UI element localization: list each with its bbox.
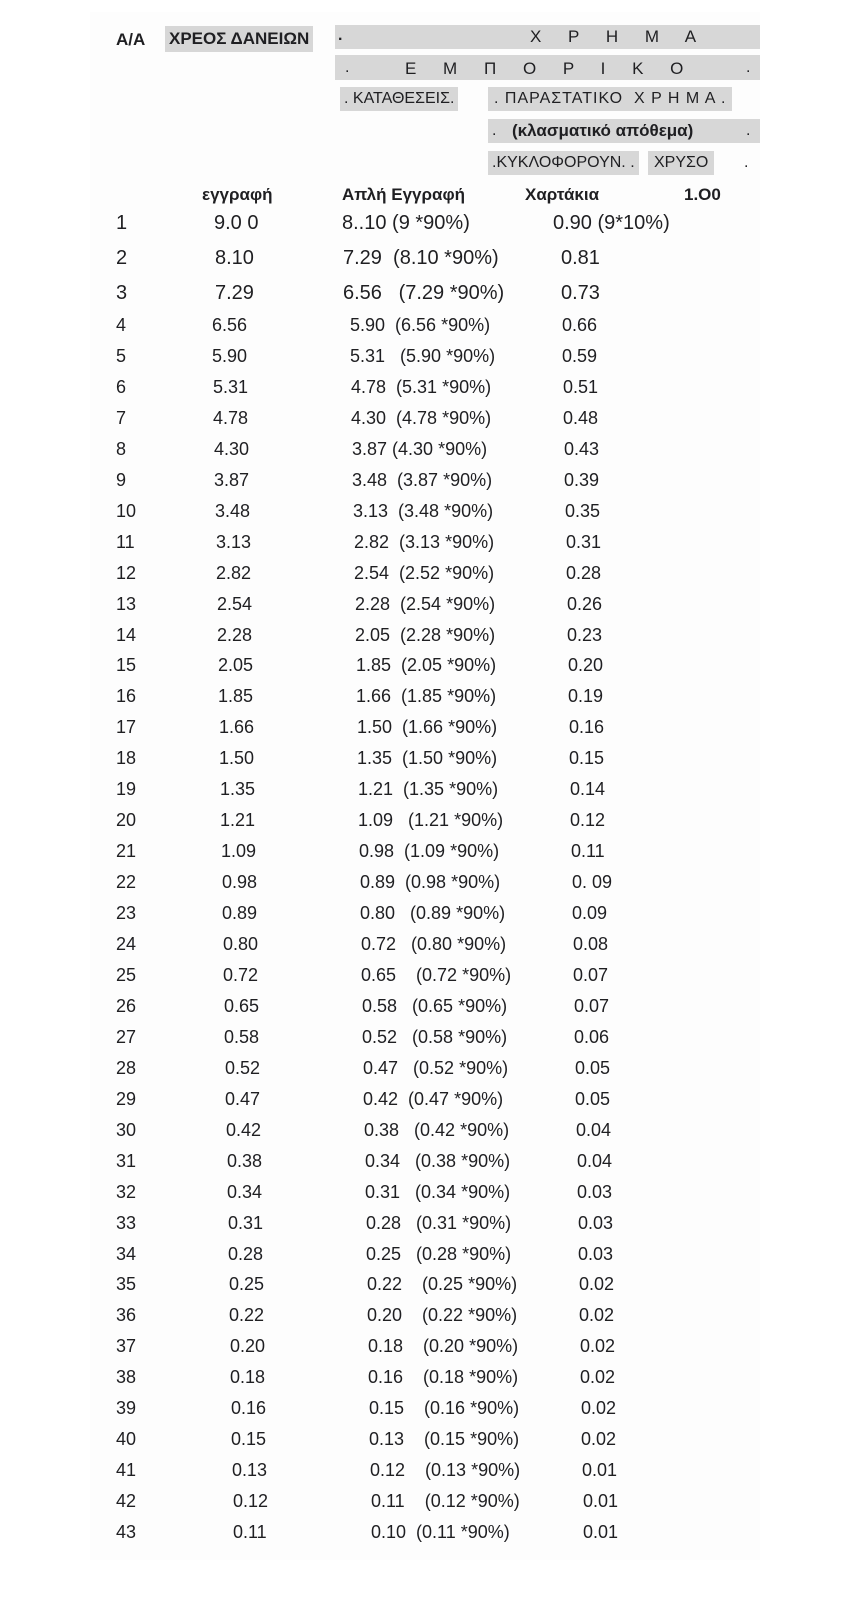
simple-entry-value: 3.87 (4.30 *90%): [352, 438, 488, 459]
papers-value: 0.02: [580, 1367, 616, 1388]
entry-value: 5.31: [213, 376, 249, 397]
table-row: [0, 532, 855, 563]
simple-entry-value: 0.11 (0.12 *90%): [371, 1491, 520, 1512]
entry-value: 0.47: [225, 1088, 261, 1109]
simple-entry-value: 1.50 (1.66 *90%): [357, 717, 498, 738]
row-number: 26: [116, 995, 137, 1016]
row-number: 12: [116, 562, 137, 583]
entry-value: 0.22: [229, 1305, 265, 1326]
papers-value: 0.02: [580, 1336, 616, 1357]
table-row: [0, 717, 855, 748]
entry-value: 0.16: [231, 1398, 267, 1419]
entry-value: 1.21: [220, 810, 256, 831]
entry-value: 2.54: [217, 593, 253, 614]
entry-value: 3.48: [215, 500, 251, 521]
table-row: [0, 625, 855, 656]
row-number: 30: [116, 1119, 137, 1140]
row-number: 6: [116, 376, 127, 397]
entry-value: 0.80: [223, 934, 259, 954]
simple-entry-column-header: Απλή Εγγραφή: [342, 185, 465, 204]
entry-value: 1.50: [219, 748, 255, 769]
table-row: [0, 655, 855, 686]
table-row: [0, 841, 855, 872]
table-row: [0, 563, 855, 594]
entry-value: 1.85: [218, 686, 254, 707]
papers-value: 0.59: [562, 345, 598, 366]
table-row: [0, 1027, 855, 1058]
papers-value: 0.05: [575, 1088, 611, 1109]
table-row: [0, 1151, 855, 1182]
papers-value: 0.23: [567, 624, 603, 645]
papers-value: 0.48: [563, 407, 599, 428]
table-row: [0, 686, 855, 717]
simple-entry-value: 0.31 (0.34 *90%): [365, 1181, 511, 1202]
table-row: [0, 1120, 855, 1151]
papers-value: 0.05: [575, 1057, 611, 1078]
table-row: [0, 1336, 855, 1367]
table-row: [0, 934, 855, 965]
table-row: [0, 1367, 855, 1398]
simple-entry-value: 0.65 (0.72 *90%): [361, 964, 512, 985]
row-number: 20: [116, 810, 137, 831]
table-row: [0, 779, 855, 810]
table-row: [0, 439, 855, 470]
entry-column-header: εγγραφή: [202, 185, 273, 204]
papers-value: 0.07: [574, 995, 610, 1016]
row-number: 4: [116, 315, 127, 335]
papers-value: 0.08: [573, 934, 609, 954]
fractional-right-dot: .: [746, 122, 751, 139]
table-row: [0, 470, 855, 501]
entry-value: 2.28: [217, 624, 253, 645]
row-number: 1: [116, 212, 128, 234]
simple-entry-value: 0.80 (0.89 *90%): [360, 903, 506, 924]
row-number: 8: [116, 438, 127, 459]
row-number: 43: [116, 1522, 137, 1543]
papers-value: 0.03: [578, 1243, 614, 1264]
row-number: 21: [116, 841, 137, 862]
row-number: 38: [116, 1367, 137, 1388]
row-number: 16: [116, 686, 137, 707]
simple-entry-value: 0.13 (0.15 *90%): [369, 1429, 520, 1450]
simple-entry-value: 1.21 (1.35 *90%): [358, 779, 499, 800]
table-row: [0, 346, 855, 377]
table-row: [0, 282, 855, 313]
simple-entry-value: 0.25 (0.28 *90%): [366, 1243, 512, 1264]
entry-value: 3.13: [216, 531, 252, 552]
papers-value: 0.11: [571, 841, 605, 862]
papers-value: 0.04: [577, 1150, 613, 1171]
row-number: 2: [116, 247, 128, 269]
simple-entry-value: 0.10 (0.11 *90%): [371, 1522, 510, 1543]
entry-value: 1.35: [220, 779, 256, 800]
commercial-left-dot: .: [345, 59, 350, 76]
papers-value: 0.43: [564, 438, 600, 459]
row-number: 10: [116, 500, 137, 521]
simple-entry-value: 0.52 (0.58 *90%): [362, 1026, 508, 1047]
table-row: [0, 965, 855, 996]
entry-value: 0.34: [227, 1181, 263, 1202]
table-row: [0, 1491, 855, 1522]
row-number: 13: [116, 593, 137, 614]
row-number: 35: [116, 1274, 137, 1295]
papers-value: 0.28: [566, 562, 602, 583]
simple-entry-value: 1.09 (1.21 *90%): [358, 810, 504, 831]
row-number: 18: [116, 748, 137, 769]
simple-entry-value: 0.58 (0.65 *90%): [362, 995, 508, 1016]
entry-value: 0.72: [223, 964, 259, 985]
papers-value: 0.06: [574, 1026, 610, 1047]
table-row: [0, 1460, 855, 1491]
papers-value: 0.04: [576, 1119, 612, 1140]
table-row: [0, 872, 855, 903]
commercial-heading: Ε Μ Π Ο Ρ Ι Κ Ο: [405, 59, 695, 78]
entry-value: 0.38: [227, 1150, 263, 1171]
commercial-right-dot: .: [746, 59, 751, 76]
derivative-heading: . ΠΑΡΑΣΤΑΤΙΚΟ Χ Ρ Η Μ Α .: [488, 87, 732, 111]
row-number: 32: [116, 1181, 137, 1202]
row-number: 17: [116, 717, 137, 738]
deposits-heading: . ΚΑΤΑΘΕΣΕΙΣ.: [340, 87, 458, 111]
money-dot: .: [338, 27, 343, 44]
entry-value: 2.05: [218, 655, 254, 676]
simple-entry-value: 0.22 (0.25 *90%): [367, 1274, 518, 1295]
papers-value: 0.09: [572, 903, 608, 924]
entry-value: 0.25: [229, 1274, 265, 1295]
row-number: 11: [116, 531, 135, 552]
table-row: [0, 1213, 855, 1244]
circulating-heading: .ΚΥΚΛΟΦΟΡΟΥΝ. .: [488, 151, 639, 175]
simple-entry-value: 0.38 (0.42 *90%): [364, 1119, 510, 1140]
fractional-heading: (κλασματικό απόθεμα): [512, 121, 694, 140]
row-number: 23: [116, 903, 137, 924]
simple-entry-value: 0.34 (0.38 *90%): [365, 1150, 511, 1171]
simple-entry-value: 4.30 (4.78 *90%): [351, 407, 492, 428]
row-number: 27: [116, 1026, 137, 1047]
papers-value: 0.66: [562, 315, 598, 335]
simple-entry-value: 0.18 (0.20 *90%): [368, 1336, 519, 1357]
row-number: 3: [116, 282, 128, 304]
simple-entry-value: 0.47 (0.52 *90%): [363, 1057, 509, 1078]
papers-column-header: Χαρτάκια: [525, 185, 600, 204]
row-number: 5: [116, 345, 127, 366]
entry-value: 7.29: [215, 282, 254, 304]
papers-value: 0.31: [566, 531, 602, 552]
table-row: [0, 1089, 855, 1120]
entry-value: 3.87: [214, 469, 250, 490]
gold-value: 1.Ο0: [684, 185, 721, 204]
papers-value: 0.07: [573, 964, 609, 985]
table-row: [0, 212, 855, 243]
simple-entry-value: 1.35 (1.50 *90%): [357, 748, 498, 769]
row-number: 22: [116, 872, 137, 893]
simple-entry-value: 2.54 (2.52 *90%): [354, 562, 495, 583]
simple-entry-value: 1.66 (1.85 *90%): [356, 686, 497, 707]
papers-value: 0.19: [568, 686, 604, 707]
table-row: [0, 748, 855, 779]
table-row: [0, 1244, 855, 1275]
papers-value: 0.01: [582, 1460, 618, 1481]
row-number: 9: [116, 469, 127, 490]
papers-value: 0.39: [564, 469, 600, 490]
papers-value: 0.26: [567, 593, 603, 614]
simple-entry-value: 2.28 (2.54 *90%): [355, 593, 496, 614]
papers-value: 0.02: [581, 1429, 617, 1450]
papers-value: 0.03: [578, 1212, 614, 1233]
entry-value: 5.90: [212, 345, 248, 366]
row-number: 31: [116, 1150, 137, 1171]
simple-entry-value: 2.05 (2.28 *90%): [355, 624, 496, 645]
papers-value: 0.15: [569, 748, 605, 769]
entry-value: 4.78: [213, 407, 249, 428]
entry-value: 0.15: [231, 1429, 267, 1450]
papers-value: 0.90 (9*10%): [553, 212, 670, 234]
entry-value: 0.98: [222, 872, 258, 893]
simple-entry-value: 3.13 (3.48 *90%): [353, 500, 494, 521]
entry-value: 0.18: [230, 1367, 266, 1388]
entry-value: 0.42: [226, 1119, 262, 1140]
simple-entry-value: 2.82 (3.13 *90%): [354, 531, 495, 552]
row-number: 28: [116, 1057, 137, 1078]
papers-value: 0.51: [563, 376, 599, 397]
row-number: 25: [116, 964, 137, 985]
simple-entry-value: 0.15 (0.16 *90%): [369, 1398, 520, 1419]
aa-heading: Α/Α: [116, 30, 146, 49]
simple-entry-value: 6.56 (7.29 *90%): [343, 282, 505, 304]
table-row: [0, 1058, 855, 1089]
table-row: [0, 1522, 855, 1553]
entry-value: 0.58: [224, 1026, 260, 1047]
gold-heading: ΧΡΥΣΟ: [648, 151, 714, 175]
table-row: [0, 996, 855, 1027]
table-row: [0, 315, 855, 346]
gold-dot: .: [744, 154, 749, 171]
entry-value: 0.89: [222, 903, 258, 924]
row-number: 37: [116, 1336, 137, 1357]
simple-entry-value: 0.72 (0.80 *90%): [361, 934, 507, 954]
simple-entry-value: 5.90 (6.56 *90%): [350, 315, 491, 335]
table-row: [0, 1398, 855, 1429]
entry-value: 0.65: [224, 995, 260, 1016]
money-heading: Χ Ρ Η Μ Α: [530, 27, 708, 46]
simple-entry-value: 0.89 (0.98 *90%): [360, 872, 501, 893]
row-number: 14: [116, 624, 137, 645]
entry-value: 0.52: [225, 1057, 261, 1078]
table-row: [0, 1274, 855, 1305]
papers-value: 0. 09: [572, 872, 613, 893]
row-number: 29: [116, 1088, 137, 1109]
table-row: [0, 1305, 855, 1336]
row-number: 40: [116, 1429, 137, 1450]
entry-value: 9.0 0: [214, 212, 259, 234]
entry-value: 1.09: [221, 841, 257, 862]
papers-value: 0.16: [569, 717, 605, 738]
row-number: 33: [116, 1212, 137, 1233]
row-number: 42: [116, 1491, 137, 1512]
entry-value: 6.56: [212, 315, 248, 335]
simple-entry-value: 0.16 (0.18 *90%): [368, 1367, 519, 1388]
table-row: [0, 408, 855, 439]
row-number: 36: [116, 1305, 137, 1326]
table-row: [0, 1182, 855, 1213]
papers-value: 0.20: [568, 655, 604, 676]
table-row: [0, 247, 855, 278]
entry-value: 8.10: [215, 247, 254, 269]
table-row: [0, 810, 855, 841]
simple-entry-value: 3.48 (3.87 *90%): [352, 469, 493, 490]
papers-value: 0.02: [581, 1398, 617, 1419]
simple-entry-value: 1.85 (2.05 *90%): [356, 655, 497, 676]
papers-value: 0.81: [561, 247, 600, 269]
entry-value: 0.20: [230, 1336, 266, 1357]
simple-entry-value: 5.31 (5.90 *90%): [350, 345, 496, 366]
entry-value: 0.11: [233, 1522, 267, 1543]
simple-entry-value: 0.42 (0.47 *90%): [363, 1088, 504, 1109]
entry-value: 0.31: [228, 1212, 264, 1233]
entry-value: 4.30: [214, 438, 250, 459]
simple-entry-value: 8..10 (9 *90%): [342, 212, 470, 234]
table-row: [0, 594, 855, 625]
papers-value: 0.01: [583, 1522, 619, 1543]
table-row: [0, 377, 855, 408]
simple-entry-value: 0.98 (1.09 *90%): [359, 841, 500, 862]
papers-value: 0.14: [570, 779, 606, 800]
papers-value: 0.02: [579, 1305, 615, 1326]
row-number: 41: [116, 1460, 137, 1481]
entry-value: 0.28: [228, 1243, 264, 1264]
papers-value: 0.73: [561, 282, 600, 304]
papers-value: 0.35: [565, 500, 601, 521]
debt-heading: ΧΡΕΟΣ ΔΑΝΕΙΩΝ: [165, 26, 313, 52]
simple-entry-value: 0.28 (0.31 *90%): [366, 1212, 512, 1233]
table-row: [0, 1429, 855, 1460]
simple-entry-value: 0.12 (0.13 *90%): [370, 1460, 521, 1481]
row-number: 15: [116, 655, 137, 676]
entry-value: 2.82: [216, 562, 252, 583]
entry-value: 0.13: [232, 1460, 268, 1481]
row-number: 7: [116, 407, 127, 428]
row-number: 19: [116, 779, 137, 800]
simple-entry-value: 7.29 (8.10 *90%): [343, 247, 499, 269]
entry-value: 0.12: [233, 1491, 269, 1512]
papers-value: 0.12: [570, 810, 606, 831]
row-number: 34: [116, 1243, 137, 1264]
papers-value: 0.03: [577, 1181, 613, 1202]
table-row: [0, 903, 855, 934]
papers-value: 0.01: [583, 1491, 619, 1512]
simple-entry-value: 0.20 (0.22 *90%): [367, 1305, 518, 1326]
table-row: [0, 501, 855, 532]
row-number: 39: [116, 1398, 137, 1419]
entry-value: 1.66: [219, 717, 255, 738]
simple-entry-value: 4.78 (5.31 *90%): [351, 376, 492, 397]
fractional-left-dot: .: [492, 122, 497, 139]
papers-value: 0.02: [579, 1274, 615, 1295]
row-number: 24: [116, 934, 137, 954]
